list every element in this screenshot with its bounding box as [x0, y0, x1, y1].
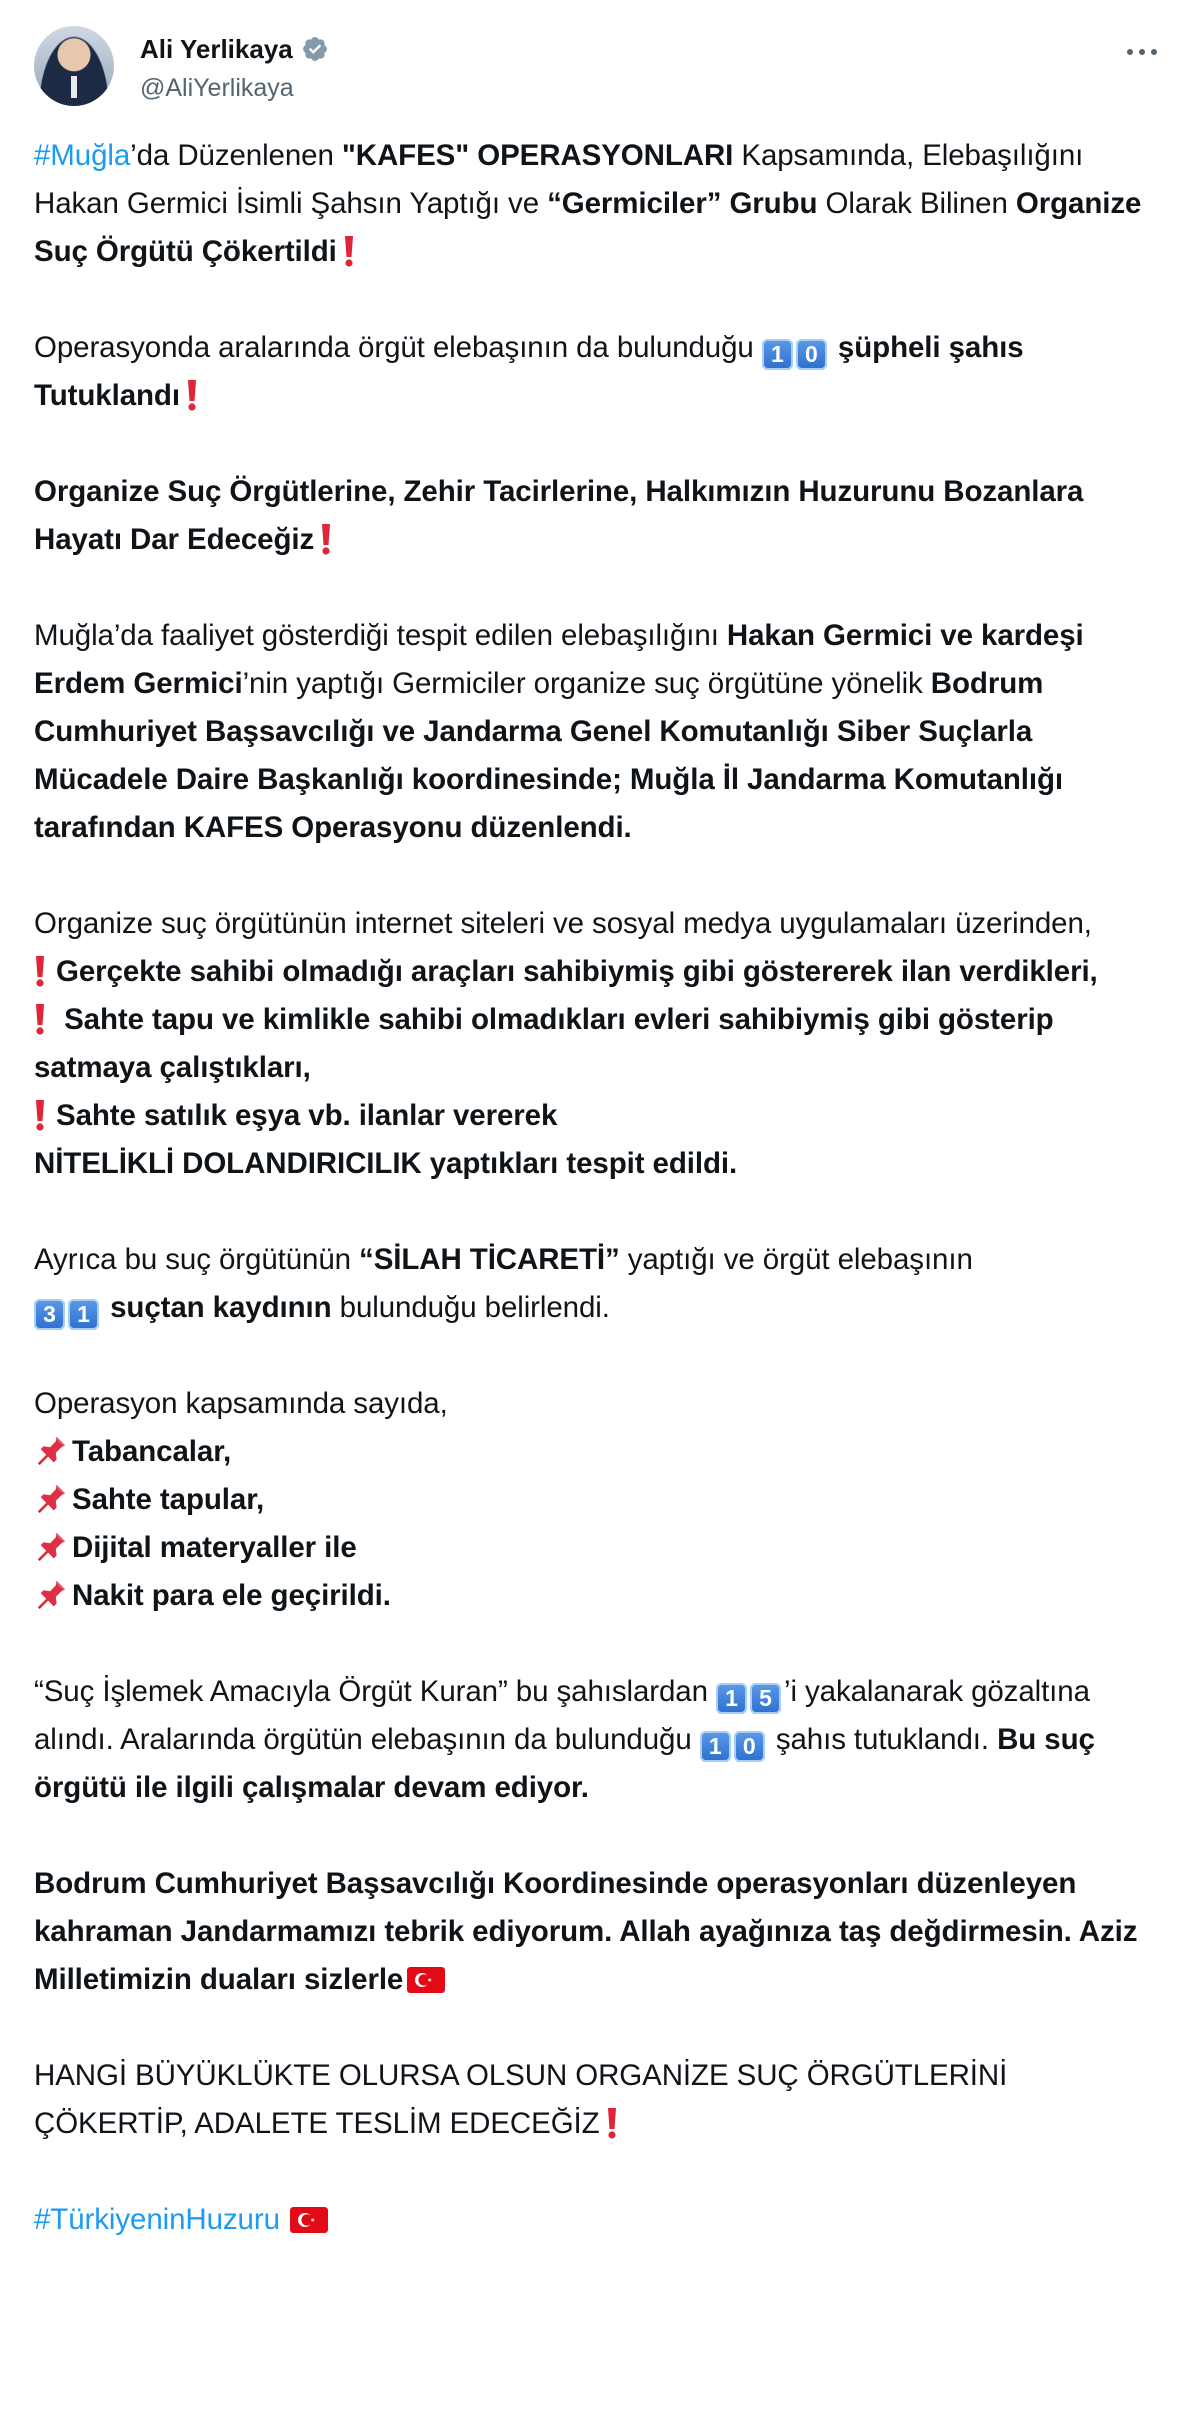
bold-text: Bu suç örgütü ile ilgili çalışmalar devam ediyor.: [34, 1723, 1095, 1804]
keycap-digit-icon: 5: [750, 1683, 781, 1714]
paragraph-6: [34, 1236, 1166, 1332]
avatar[interactable]: [34, 26, 114, 106]
text: ’da Düzenlenen: [130, 139, 342, 172]
seized-item: Nakit para ele geçirildi.: [72, 1579, 391, 1612]
text: “Suç İşlemek Amacıyla Örgüt Kuran” bu şahıslardan: [34, 1675, 716, 1708]
paragraph-10: [34, 2052, 1166, 2148]
bold-text: Bodrum Cumhuriyet Başsavcılığı Koordinesinde operasyonları düzenleyen kahraman Jandarmamızı tebrik ediyorum. Allah ayağınıza taş değdirmesin. Aziz Milletimizin duaları sizlerle: [34, 1867, 1138, 1996]
turkey-flag-icon: [407, 1967, 445, 1993]
author-info: [140, 32, 329, 103]
bold-text: şüpheli şahıs Tutuklandı: [34, 331, 1024, 412]
keycap-digit-icon: 1: [716, 1683, 747, 1714]
text: bulunduğu belirlendi.: [331, 1291, 610, 1324]
tweet-text: [34, 132, 1166, 2244]
paragraph-5: [34, 900, 1166, 1188]
paragraph-8: [34, 1668, 1166, 1812]
bold-text: “Germiciler” Grubu: [547, 187, 818, 220]
paragraph-9: [34, 1860, 1166, 2004]
seized-item: Sahte tapular,: [72, 1483, 265, 1516]
bold-text: NİTELİKLİ DOLANDIRICILIK yaptıkları tespit edildi.: [34, 1147, 738, 1180]
paragraph-2: [34, 324, 1166, 420]
bold-text: Organize Suç Örgütlerine, Zehir Tacirlerine, Halkımızın Huzurunu Bozanlara Hayatı Dar Edeceğiz: [34, 475, 1084, 556]
pushpin-icon: [34, 1578, 68, 1612]
keycap-digit-icon: 0: [796, 339, 827, 370]
pushpin-icon: [34, 1530, 68, 1564]
text: Operasyon kapsamında sayıda,: [34, 1387, 448, 1420]
bold-text: suçtan kaydının: [102, 1291, 332, 1324]
keycap-digit-icon: 3: [34, 1299, 65, 1330]
keycap-digit-icon: 0: [734, 1731, 765, 1762]
text: ’nin yaptığı Germiciler organize suç örgütüne yönelik: [242, 667, 931, 700]
paragraph-1: [34, 132, 1166, 276]
bold-text: Organize Suç Örgütü Çökertildi: [34, 187, 1142, 268]
bold-text: Sahte satılık eşya vb. ilanlar vererek: [56, 1099, 558, 1132]
hashtag-turkiyeninhuzuru[interactable]: #TürkiyeninHuzuru: [34, 2203, 280, 2236]
bold-text: Gerçekte sahibi olmadığı araçları sahibiymiş gibi göstererek ilan verdikleri,: [56, 955, 1098, 988]
text: Operasyonda aralarında örgüt elebaşının da bulunduğu: [34, 331, 762, 364]
text: yaptığı ve örgüt elebaşının: [619, 1243, 973, 1276]
verified-badge-icon: [301, 35, 329, 63]
red-exclamation-icon: [606, 2106, 618, 2140]
hashtag-mugla[interactable]: #Muğla: [34, 139, 131, 172]
text: HANGİ BÜYÜKLÜKTE OLURSA OLSUN ORGANİZE SUÇ ÖRGÜTLERİNİ ÇÖKERTİP, ADALETE TESLİM EDECEĞİZ: [34, 2059, 1008, 2140]
bold-text: Hakan Germici ve kardeşi Erdem Germici: [34, 619, 1084, 700]
author-name[interactable]: Ali Yerlikaya: [140, 33, 293, 64]
red-exclamation-icon: [34, 1098, 46, 1132]
pushpin-icon: [34, 1482, 68, 1516]
seized-item: Dijital materyaller ile: [72, 1531, 357, 1564]
keycap-digit-icon: 1: [762, 339, 793, 370]
paragraph-11: [34, 2196, 1166, 2244]
text: Organize suç örgütünün internet siteleri ve sosyal medya uygulamaları üzerinden,: [34, 907, 1092, 940]
keycap-digit-icon: 1: [68, 1299, 99, 1330]
red-exclamation-icon: [186, 378, 198, 412]
text: ’i yakalanarak gözaltına alındı. Aralarında örgütün elebaşının da bulunduğu: [34, 1675, 1090, 1756]
paragraph-3: [34, 468, 1166, 564]
text: Muğla’da faaliyet gösterdiği tespit edilen elebaşılığını: [34, 619, 727, 652]
more-options-icon[interactable]: [1118, 32, 1166, 72]
bold-text: Bodrum Cumhuriyet Başsavcılığı ve Jandarma Genel Komutanlığı Siber Suçlarla Mücadele Daire Başkanlığı koordinesinde; Muğla İl Jandarma Komutanlığı tarafından KAFES Operasyonu düzenlendi.: [34, 667, 1064, 844]
tweet-header: [34, 26, 1166, 110]
text: Ayrıca bu suç örgütünün: [34, 1243, 360, 1276]
turkey-flag-icon: [290, 2207, 328, 2233]
red-exclamation-icon: [34, 954, 46, 988]
text: şahıs tutuklandı.: [767, 1723, 998, 1756]
red-exclamation-icon: [320, 522, 332, 556]
red-exclamation-icon: [343, 234, 355, 268]
bold-text: "KAFES" OPERASYONLARI: [341, 139, 734, 172]
paragraph-7: [34, 1380, 1166, 1620]
pushpin-icon: [34, 1434, 68, 1468]
text: Kapsamında, Elebaşılığını Hakan Germici İsimli Şahsın Yaptığı ve: [34, 139, 1084, 220]
red-exclamation-icon: [34, 1002, 46, 1036]
paragraph-4: [34, 612, 1166, 852]
seized-item: Tabancalar,: [72, 1435, 232, 1468]
bold-text: Sahte tapu ve kimlikle sahibi olmadıkları evleri sahibiymiş gibi gösterip satmaya çalıştıkları,: [34, 1003, 1054, 1084]
keycap-digit-icon: 1: [700, 1731, 731, 1762]
bold-text: “SİLAH TİCARETİ”: [359, 1243, 620, 1276]
author-handle[interactable]: @AliYerlikaya: [140, 74, 294, 102]
text: Olarak Bilinen: [817, 187, 1016, 220]
